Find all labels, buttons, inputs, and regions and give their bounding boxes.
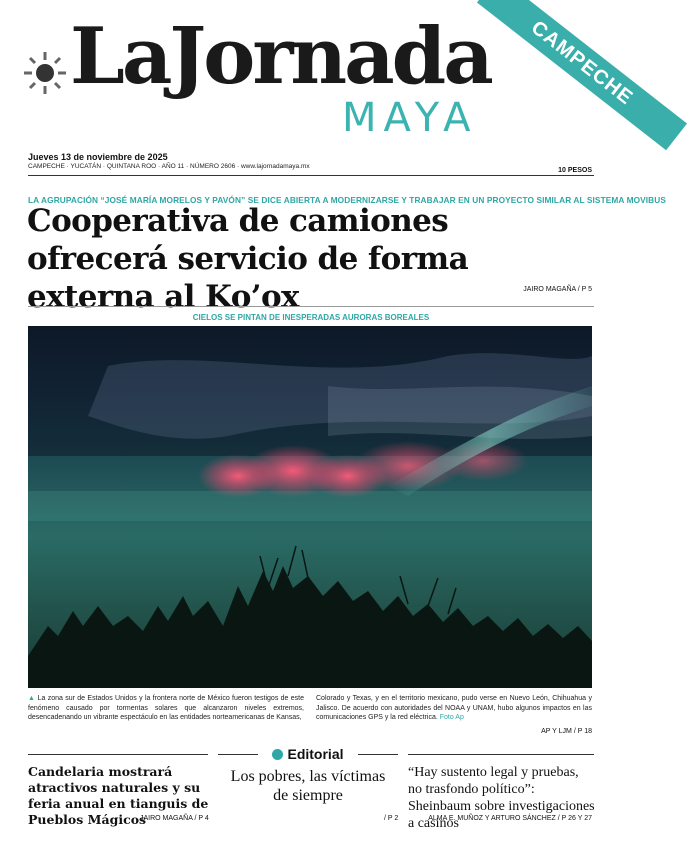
photo-credit: Foto Ap xyxy=(439,714,464,722)
logo-wordmark: LaJornada xyxy=(70,11,491,102)
lead-byline: JAIRO MAGAÑA / P 5 xyxy=(523,286,592,293)
story-byline-left: JAIRO MAGAÑA / P 4 xyxy=(140,815,209,822)
lead-kicker: LA AGRUPACIÓN “JOSÉ MARÍA MORELOS Y PAVÓN” SE DICE ABIERTA A MODERNIZARSE Y TRABAJAR EN UN PROYECTO SIMILAR AL SISTEMA MOVIBUS xyxy=(28,195,666,205)
aurora-illustration xyxy=(28,326,592,688)
triangle-icon: ▲ xyxy=(28,695,36,702)
story-headline-left[interactable]: Candelaria mostrará atractivos naturales y su feria anual en tianguis de Pueblos Mágicos xyxy=(28,764,209,827)
state-ribbon: CAMPECHE xyxy=(477,0,687,150)
photo-byline: AP Y LJM / P 18 xyxy=(541,728,592,735)
photo-caption-right: Colorado y Texas, y en el territorio mexicano, pudo verse en Nuevo León, Chihuahua y Jalisco. De acuerdo con autoridades del NOAA y UNAM, hubo algunos impactos en las comunicaciones GPS y la red eléctrica. Foto Ap xyxy=(316,695,592,722)
dateline: Jueves 13 de noviembre de 2025 xyxy=(28,152,168,162)
issue-info: CAMPECHE · YUCATÁN · QUINTANA ROO · AÑO 11 · NÚMERO 2606 · www.lajornadamaya.mx xyxy=(28,163,310,170)
circle-icon xyxy=(272,749,283,760)
story-byline-right: ALMA E. MUÑOZ Y ARTURO SÁNCHEZ / P 26 Y 27 xyxy=(428,815,592,822)
editorial-label: Editorial xyxy=(218,746,398,762)
editorial-headline[interactable]: Los pobres, las víctimas de siempre xyxy=(230,768,386,804)
divider xyxy=(28,175,594,176)
divider xyxy=(408,754,594,755)
photo-caption-left: ▲ La zona sur de Estados Unidos y la frontera norte de México fueron testigos de este fenómeno causado por tormentas solares que alcanzaron niveles extremos, desencadenando un vibrante espectáculo en las entidades norteamericanas de Kansas, xyxy=(28,695,304,722)
masthead xyxy=(0,0,638,150)
divider xyxy=(28,306,594,307)
story-headline-right[interactable]: “Hay sustento legal y pruebas, no trasfondo político”: Sheinbaum sobre investigaciones a casinos xyxy=(408,765,595,831)
sun-icon xyxy=(22,50,68,96)
aurora-photo[interactable] xyxy=(28,326,592,688)
divider xyxy=(28,754,208,755)
logo-edition: MAYA xyxy=(342,95,478,141)
price: 10 PESOS xyxy=(554,167,592,174)
photo-kicker: CIELOS SE PINTAN DE INESPERADAS AURORAS BOREALES xyxy=(192,313,430,322)
state-corner xyxy=(452,0,638,140)
editorial-byline: / P 2 xyxy=(384,815,399,822)
lead-headline[interactable]: Cooperativa de camiones ofrecerá servicio de forma externa al Ko’ox xyxy=(27,203,469,315)
